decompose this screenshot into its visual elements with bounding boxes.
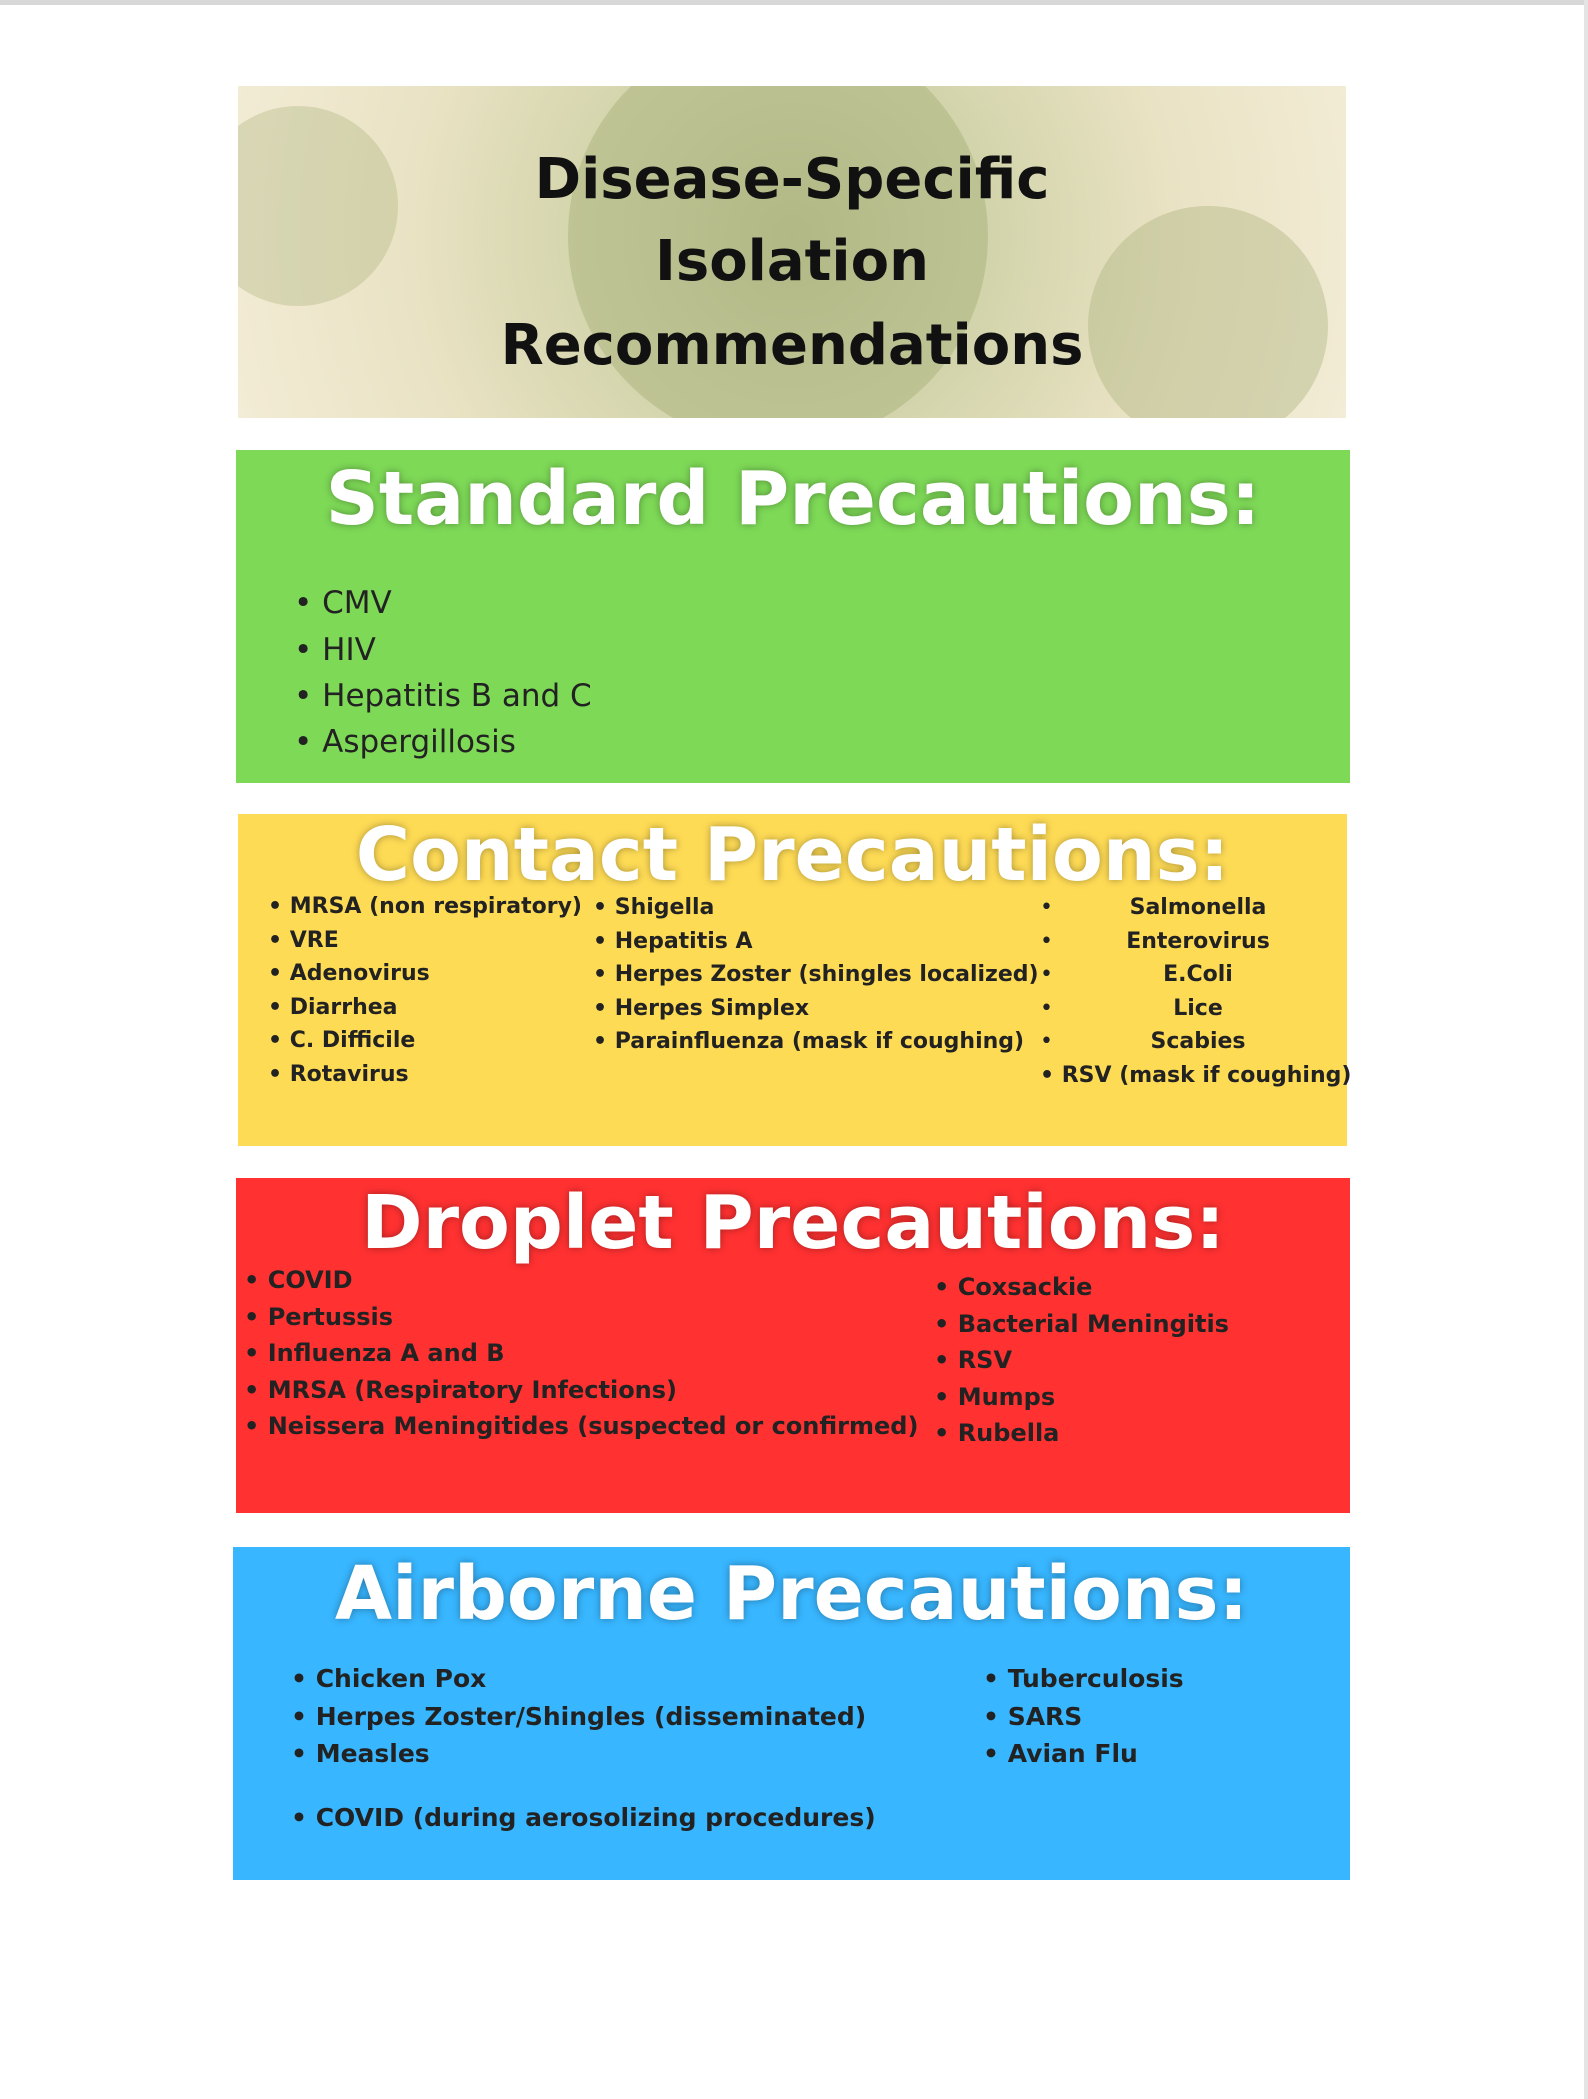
list-item: • Chicken Pox: [291, 1666, 486, 1691]
droplet-title: Droplet Precautions:: [361, 1180, 1225, 1266]
droplet-precautions-panel: [236, 1178, 1350, 1513]
list-item: • Rotavirus: [268, 1064, 409, 1086]
header-title-line: Recommendations: [500, 313, 1084, 378]
list-item: • Herpes Simplex: [593, 998, 809, 1020]
list-item: • Shigella: [593, 897, 714, 919]
list-item: • Adenovirus: [268, 963, 430, 985]
contact-precautions-panel: [238, 812, 1352, 1146]
standard-title: Standard Precautions:: [325, 456, 1261, 542]
list-item: • Hepatitis A: [593, 931, 753, 953]
list-item: • COVID (during aerosolizing procedures): [291, 1805, 876, 1830]
list-item: • Measles: [291, 1741, 430, 1766]
list-item: • Aspergillosis: [294, 727, 516, 758]
bullet-icon: •: [1040, 895, 1053, 920]
list-item: Lice: [1173, 995, 1223, 1021]
bullet-icon: •: [1040, 962, 1053, 987]
bullet-icon: •: [1040, 928, 1053, 954]
list-item: • MRSA (Respiratory Infections): [244, 1378, 677, 1402]
list-item: • Herpes Zoster (shingles localized): [593, 964, 1039, 986]
list-item: • Influenza A and B: [244, 1341, 505, 1365]
list-item: • Bacterial Meningitis: [934, 1312, 1229, 1336]
list-item: • CMV: [294, 588, 392, 619]
list-item: • HIV: [294, 635, 376, 666]
list-item: Enterovirus: [1126, 928, 1270, 954]
airborne-precautions-panel: [233, 1547, 1350, 1880]
standard-precautions-panel: [236, 450, 1350, 783]
list-item: • Diarrhea: [268, 997, 398, 1019]
list-item: • Pertussis: [244, 1305, 393, 1329]
list-item: • Neissera Meningitides (suspected or confirmed): [244, 1414, 918, 1438]
list-item: E.Coli: [1163, 962, 1233, 987]
list-item: • Avian Flu: [983, 1741, 1138, 1766]
list-item: • Rubella: [934, 1421, 1059, 1445]
list-item: • Tuberculosis: [983, 1666, 1184, 1691]
page-top-border: [0, 0, 1588, 5]
contact-title: Contact Precautions:: [355, 812, 1230, 898]
list-item: • Mumps: [934, 1385, 1055, 1409]
list-item: • SARS: [983, 1704, 1082, 1729]
bullet-icon: •: [1040, 995, 1053, 1021]
list-item: • RSV: [934, 1348, 1012, 1372]
header-title-line: Isolation: [655, 229, 929, 294]
list-item: • Hepatitis B and C: [294, 681, 592, 712]
page-right-border: [1584, 0, 1588, 2099]
list-item: • VRE: [268, 930, 339, 952]
header-title-line: Disease-Specific: [534, 147, 1050, 212]
list-item: • COVID: [244, 1268, 353, 1292]
list-item: Salmonella: [1129, 895, 1267, 920]
airborne-title: Airborne Precautions:: [334, 1551, 1249, 1637]
list-item: • MRSA (non respiratory): [268, 896, 582, 918]
list-item: • C. Difficile: [268, 1030, 415, 1052]
list-item: • Herpes Zoster/Shingles (disseminated): [291, 1704, 866, 1729]
header-banner: [238, 86, 1346, 418]
list-item: • Coxsackie: [934, 1275, 1092, 1299]
list-item: • Parainfluenza (mask if coughing): [593, 1031, 1024, 1053]
list-item: • RSV (mask if coughing): [1040, 1065, 1351, 1087]
list-item: Scabies: [1150, 1029, 1246, 1054]
bullet-icon: •: [1040, 1029, 1053, 1054]
